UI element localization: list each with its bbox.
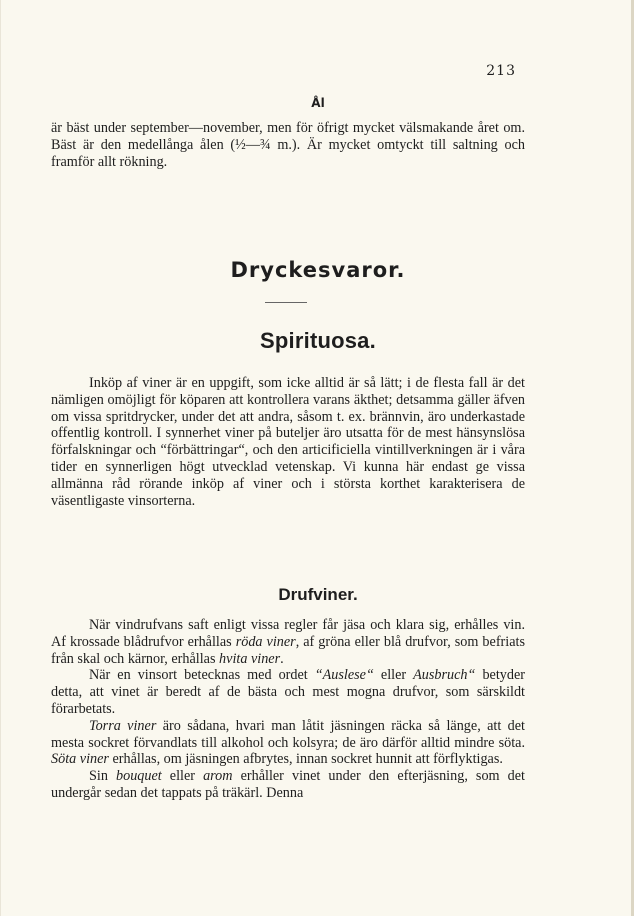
drufviner-paragraph-1: När vindrufvans saft enligt vissa regler får jäsa och klara sig, erhålles vin. Af krossade blådrufvor erhållas röda viner, af gröna eller blå drufvor, som befriats från skal och kärnor, erhållas hvita viner. — [51, 617, 525, 667]
italic-term: röda viner — [235, 633, 296, 650]
divider-rule — [265, 302, 307, 303]
italic-term: hvita viner — [219, 650, 281, 667]
page-number: 213 — [486, 63, 516, 79]
italic-term: Söta viner — [51, 751, 109, 768]
spirituosa-paragraph — [51, 375, 525, 509]
italic-term: Torra viner — [89, 717, 157, 734]
drufviner-paragraph-4: Sin bouquet eller arom erhåller vinet under den efterjäsning, som det undergår sedan det tappats på träkärl. Denna — [51, 768, 525, 801]
italic-term: arom — [203, 768, 233, 785]
italic-term: bouquet — [116, 768, 162, 785]
drufviner-body — [51, 617, 525, 802]
fish-heading: Ål — [311, 96, 325, 110]
subsection-title: Drufviner. — [278, 585, 358, 604]
italic-term: “Auslese“ — [314, 667, 374, 684]
fish-text: är bäst under september—november, men för öfrigt mycket välsmakande året om. Bäst är den medellånga ålen (½—¾ m.). Är mycket omtyckt till saltning och framför allt rökning. — [51, 120, 525, 170]
italic-term: Ausbruch“ — [413, 667, 476, 684]
section-title: Spirituosa. — [260, 328, 376, 353]
fish-paragraph — [51, 120, 525, 170]
spirituosa-text: Inköp af viner är en uppgift, som icke alltid är så lätt; i de flesta fall är det nämligen omöjligt för köparen att kontrollera varans äkthet; detsamma gäller äfven om vissa spritdrycker, under det att andra, såsom t. ex. brännvin, äro underkastade offentlig kontroll. I synnerhet viner på buteljer äro utsatta för de mest hänsynslösa förfalskningar och “förbättringar“, och den articificiella vintillverkningen är i våra tider en synnerligen högt utvecklad vetenskap. Vi kunna här endast ge vissa allmänna råd rörande inköp af viner och i största korthet karakterisera de väsentligaste vinsorterna. — [51, 375, 525, 509]
drufviner-paragraph-2: När en vinsort betecknas med ordet “Auslese“ eller Ausbruch“ betyder detta, att vinet är beredt af de bästa och mest mogna drufvor, som särskildt förarbetats. — [51, 667, 525, 717]
drufviner-paragraph-3: Torra viner äro sådana, hvari man låtit jäsningen räcka så länge, att det mesta sockret förvandlats till alkohol och kolsyra; de äro därför alltid mindre söta. Söta viner erhållas, om jäsningen afbrytes, innan sockret hunnit att förflyktigas. — [51, 717, 526, 768]
chapter-title: Dryckesvaror. — [230, 258, 406, 282]
